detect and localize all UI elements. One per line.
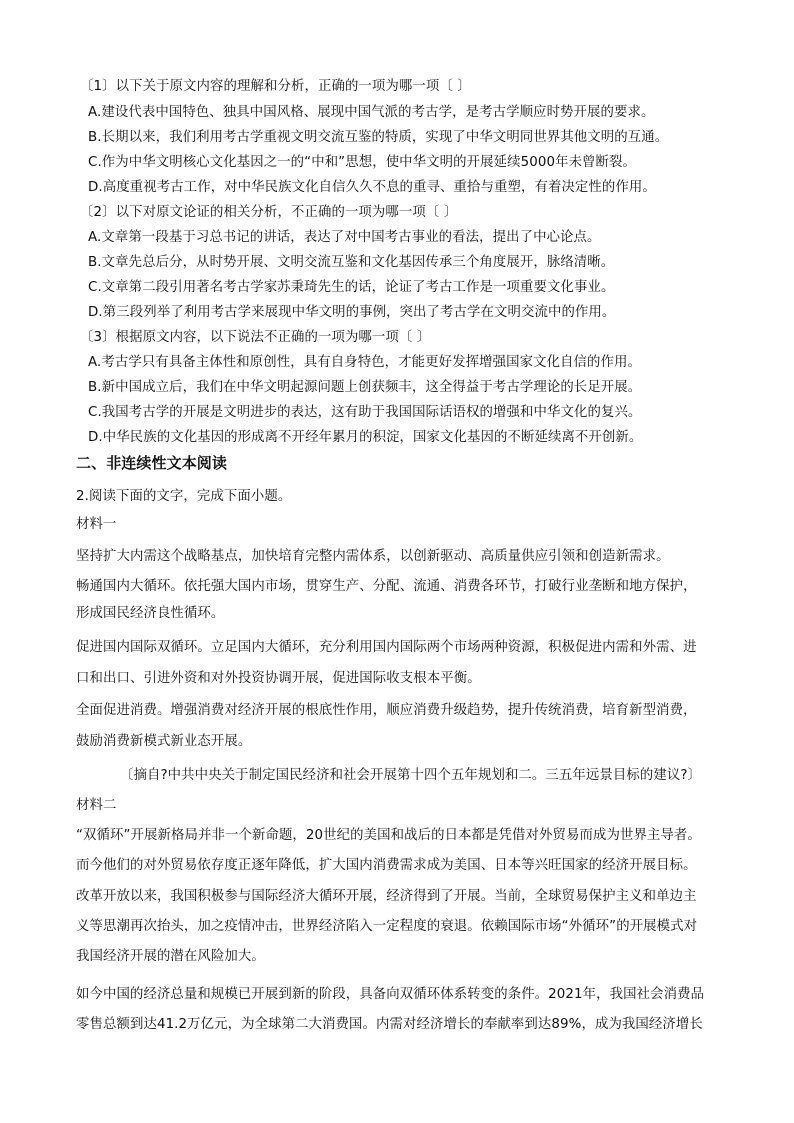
question-1-option-b: B.长期以来，我们利用考古学重视文明交流互鉴的特质，实现了中华文明同世界其他文明的互通。 — [88, 130, 669, 145]
material-2-line: 我国经济开展的潜在风险加大。 — [76, 949, 265, 964]
material-1-line: 口和出口、引进外资和对外投资协调开展，促进国际收支根本平衡。 — [76, 671, 481, 686]
material-1-line: 促进国内国际双循环。立足国内大循环，充分利用国内国际两个市场两种资源，积极促进内需和外需、进 — [76, 640, 697, 655]
material-1-line: 坚持扩大内需这个战略基点，加快培育完整内需体系，以创新驱动、高质量供应引领和创造新需求。 — [76, 549, 670, 564]
section-heading: 二、非连续性文本阅读 — [76, 454, 228, 472]
question-1-option-a: A.建设代表中国特色、独具中国风格、展现中国气派的考古学，是考古学顺应时势开展的要求。 — [88, 105, 655, 120]
material-1-source: 〔摘自?中共中央关于制定国民经济和社会开展第十四个五年规划和二。三五年远景目标的建议?〕 — [120, 768, 702, 783]
question-2-option-b: B.文章先总后分，从时势开展、文明交流互鉴和文化基因传承三个角度展开，脉络清晰。 — [88, 255, 615, 270]
question-3-stem: 〔3〕根据原文内容，以下说法不正确的一项为哪一项〔 〕 — [80, 330, 431, 345]
question-2-option-a: A.文章第一段基于习总书记的讲话，表达了对中国考古事业的看法，提出了中心论点。 — [88, 230, 601, 245]
question-1-option-d: D.高度重视考古工作，对中华民族文化自信久久不息的重寻、重拾与重塑，有着决定性的作用。 — [88, 180, 656, 195]
question-2-option-d: D.第三段列举了利用考古学来展现中华文明的事例，突出了考古学在文明交流中的作用。 — [88, 305, 616, 320]
question-1-option-c: C.作为中华文明核心文化基因之一的“中和”思想，使中华文明的开展延续5000年未曾断裂。 — [88, 155, 637, 170]
material-2-line: 改革开放以来，我国积极参与国际经济大循环开展，经济得到了开展。当前，全球贸易保护主义和单边主 — [76, 889, 697, 904]
question-3-option-a: A.考古学只有具备主体性和原创性，具有自身特色，才能更好发挥增强国家文化自信的作用。 — [88, 355, 642, 370]
material-2-line: 零售总额到达41.2万亿元，为全球第二大消费国。内需对经济增长的奉献率到达89%，成为我国经济增长 — [76, 1017, 703, 1032]
question-2-option-c: C.文章第二段引用著名考古学家苏秉琦先生的话，论证了考古工作是一项重要文化事业。 — [88, 280, 615, 295]
question-3-option-b: B.新中国成立后，我们在中华文明起源问题上创获频丰，这全得益于考古学理论的长足开展。 — [88, 380, 642, 395]
material-1-line: 畅通国内大循环。依托强大国内市场，贯穿生产、分配、流通、消费各环节，打破行业垄断和地方保护， — [76, 579, 697, 594]
material-1-line: 全面促进消费。增强消费对经济开展的根底性作用，顺应消费升级趋势，提升传统消费，培育新型消费， — [76, 703, 697, 718]
material-2-title: 材料二 — [76, 798, 117, 813]
question-1-stem: 〔1〕以下关于原文内容的理解和分析，正确的一项为哪一项〔 〕 — [80, 79, 471, 94]
material-2-line: “双循环”开展新格局并非一个新命题，20世纪的美国和战后的日本都是凭借对外贸易而成为世界主导者。 — [76, 828, 701, 843]
material-2-line: 如今中国的经济总量和规模已开展到新的阶段，具备向双循环体系转变的条件。2021年，我国社会消费品 — [76, 987, 705, 1002]
material-1-title: 材料一 — [76, 517, 117, 532]
instruction-text: 2.阅读下面的文字，完成下面小题。 — [76, 489, 292, 504]
material-2-line: 而今他们的对外贸易依存度正逐年降低，扩大国内消费需求成为美国、日本等兴旺国家的经济开展目标。 — [76, 858, 697, 873]
material-1-line: 形成国民经济良性循环。 — [76, 606, 225, 621]
material-2-line: 义等思潮再次抬头，加之疫情冲击，世界经济陷入一定程度的衰退。依赖国际市场“外循环”的开展模式对 — [76, 919, 698, 934]
question-3-option-c: C.我国考古学的开展是文明进步的表达，这有助于我国国际话语权的增强和中华文化的复兴。 — [88, 405, 642, 420]
question-2-stem: 〔2〕以下对原文论证的相关分析，不正确的一项为哪一项〔 〕 — [80, 205, 458, 220]
question-3-option-d: D.中华民族的文化基因的形成离不开经年累月的积淀，国家文化基因的不断延续离不开创新。 — [88, 430, 643, 445]
material-1-line: 鼓励消费新模式新业态开展。 — [76, 734, 252, 749]
